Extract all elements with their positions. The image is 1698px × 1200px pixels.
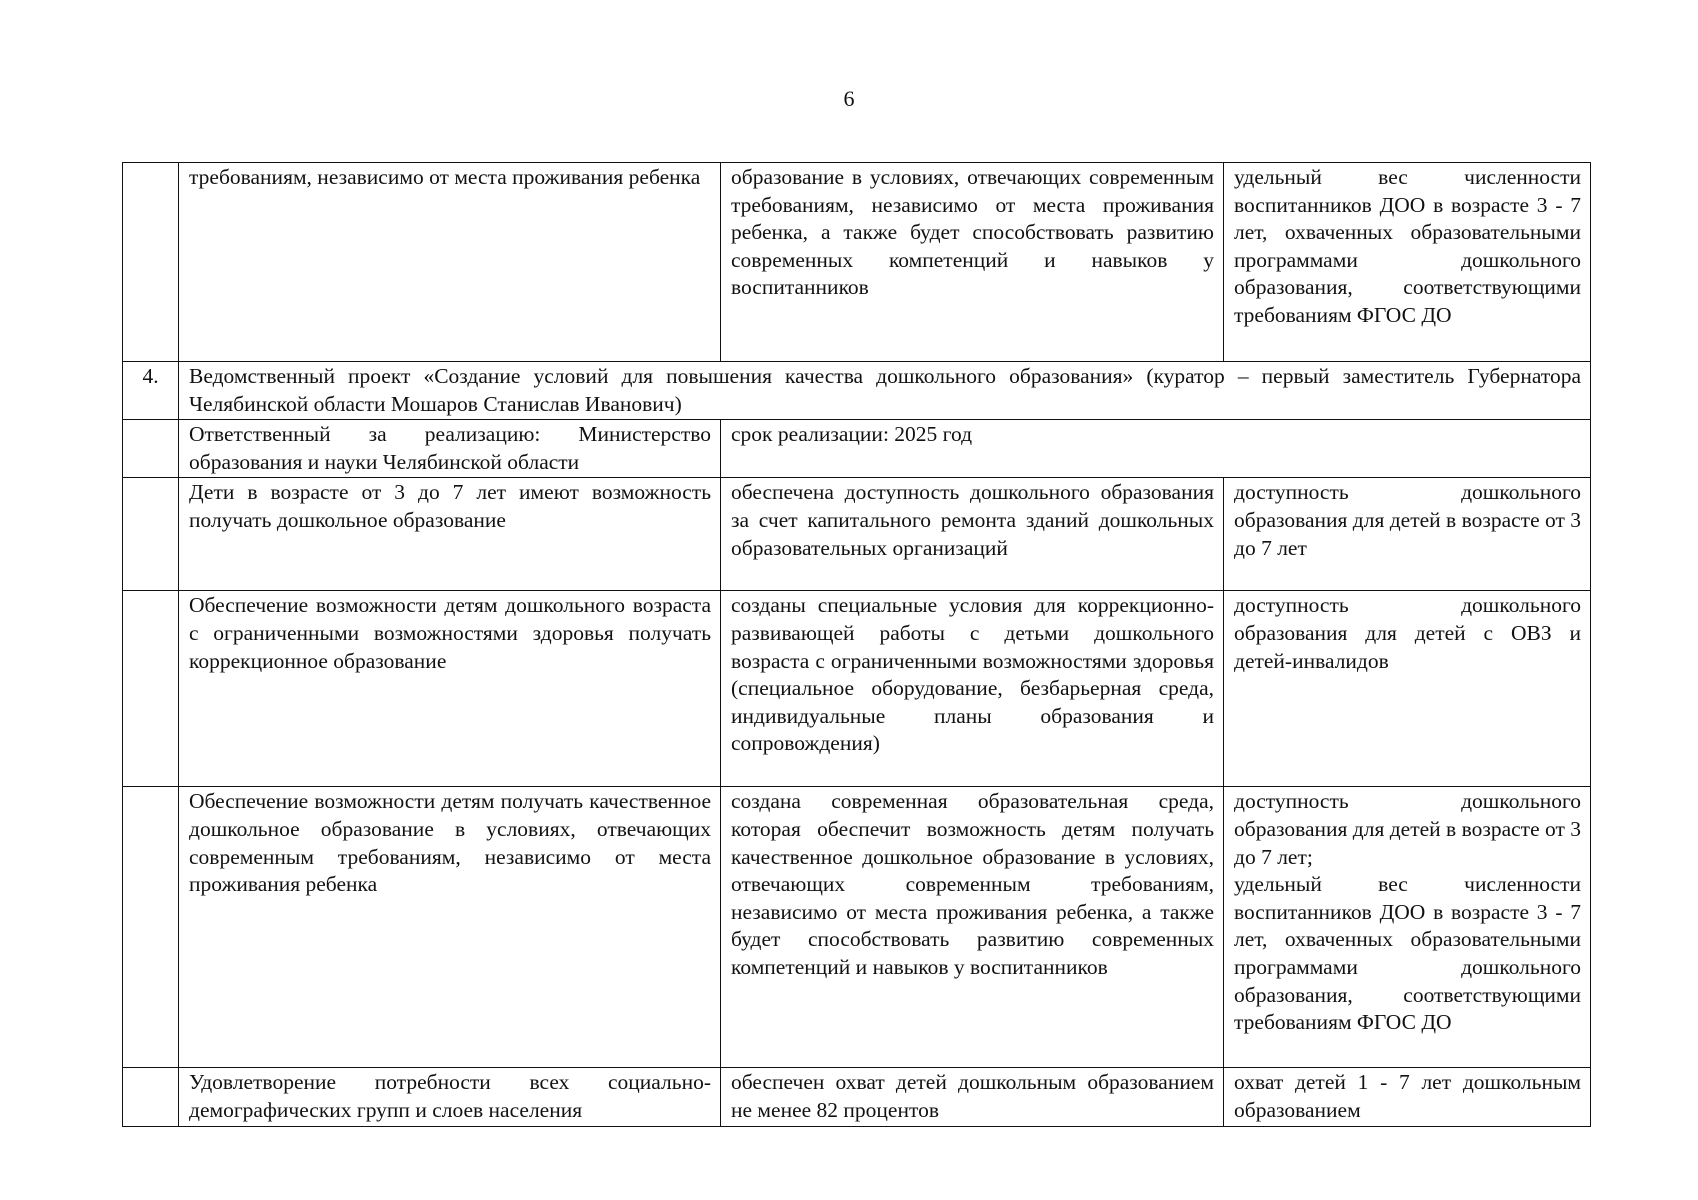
indicator-cell: доступность дошкольного образования для детей с ОВЗ и детей-инвалидов xyxy=(1224,591,1591,787)
table-row xyxy=(123,591,1591,787)
row-number-cell xyxy=(123,1068,179,1126)
task-cell: Обеспечение возможности детям получать качественное дошкольное образование в условиях, отвечающих современным требованиям, независимо от места проживания ребенка xyxy=(179,787,721,1068)
row-number-cell xyxy=(123,787,179,1068)
task-cell: Обеспечение возможности детям дошкольного возраста с ограниченными возможностями здоровья получать коррекционное образование xyxy=(179,591,721,787)
task-cell: требованиям, независимо от места проживания ребенка xyxy=(179,163,721,362)
indicator-line: удельный вес численности воспитанников ДОО в возрасте 3 - 7 лет, охваченных образовательными программами дошкольного образования, соответствующими требованиям ФГОС ДО xyxy=(1234,872,1581,1035)
table-row xyxy=(123,1068,1591,1126)
result-cell: созданы специальные условия для коррекционно-развивающей работы с детьми дошкольного возраста с ограниченными возможностями здоровья (специальное оборудование, безбарьерная среда, индивидуальные планы образования и сопровождения) xyxy=(721,591,1224,787)
row-number-cell xyxy=(123,420,179,478)
result-cell: создана современная образовательная среда, которая обеспечит возможность детям получать качественное дошкольное образование в условиях, отвечающих современным требованиям, независимо от места проживания ребенка, а также будет способствовать развитию современных компетенций и навыков у воспитанников xyxy=(721,787,1224,1068)
indicator-line: доступность дошкольного образования для детей в возрасте от 3 до 7 лет; xyxy=(1234,789,1581,869)
task-cell: Дети в возрасте от 3 до 7 лет имеют возможность получать дошкольное образование xyxy=(179,478,721,591)
project-row xyxy=(123,362,1591,420)
row-number-cell: 4. xyxy=(123,362,179,420)
table-row xyxy=(123,787,1591,1068)
table-row xyxy=(123,420,1591,478)
measures-table xyxy=(122,162,1591,1127)
indicator-cell xyxy=(1224,787,1591,1068)
indicator-cell: доступность дошкольного образования для детей в возрасте от 3 до 7 лет xyxy=(1224,478,1591,591)
task-cell: Удовлетворение потребности всех социально-демографических групп и слоев населения xyxy=(179,1068,721,1126)
row-number-cell xyxy=(123,591,179,787)
indicator-cell: охват детей 1 - 7 лет дошкольным образованием xyxy=(1224,1068,1591,1126)
result-cell: образование в условиях, отвечающих современным требованиям, независимо от места проживания ребенка, а также будет способствовать развитию современных компетенций и навыков у воспитанников xyxy=(721,163,1224,362)
table-row xyxy=(123,163,1591,362)
indicator-cell: удельный вес численности воспитанников ДОО в возрасте 3 - 7 лет, охваченных образовательными программами дошкольного образования, соответствующими требованиям ФГОС ДО xyxy=(1224,163,1591,362)
project-title-cell: Ведомственный проект «Создание условий для повышения качества дошкольного образования» (куратор – первый заместитель Губернатора Челябинской области Мошаров Станислав Иванович) xyxy=(179,362,1591,420)
responsible-cell: Ответственный за реализацию: Министерство образования и науки Челябинской области xyxy=(179,420,721,478)
row-number-cell xyxy=(123,163,179,362)
term-cell: срок реализации: 2025 год xyxy=(721,420,1591,478)
page-number: 6 xyxy=(843,86,855,111)
table-row xyxy=(123,478,1591,591)
result-cell: обеспечен охват детей дошкольным образованием не менее 82 процентов xyxy=(721,1068,1224,1126)
row-number-cell xyxy=(123,478,179,591)
result-cell: обеспечена доступность дошкольного образования за счет капитального ремонта зданий дошкольных образовательных организаций xyxy=(721,478,1224,591)
